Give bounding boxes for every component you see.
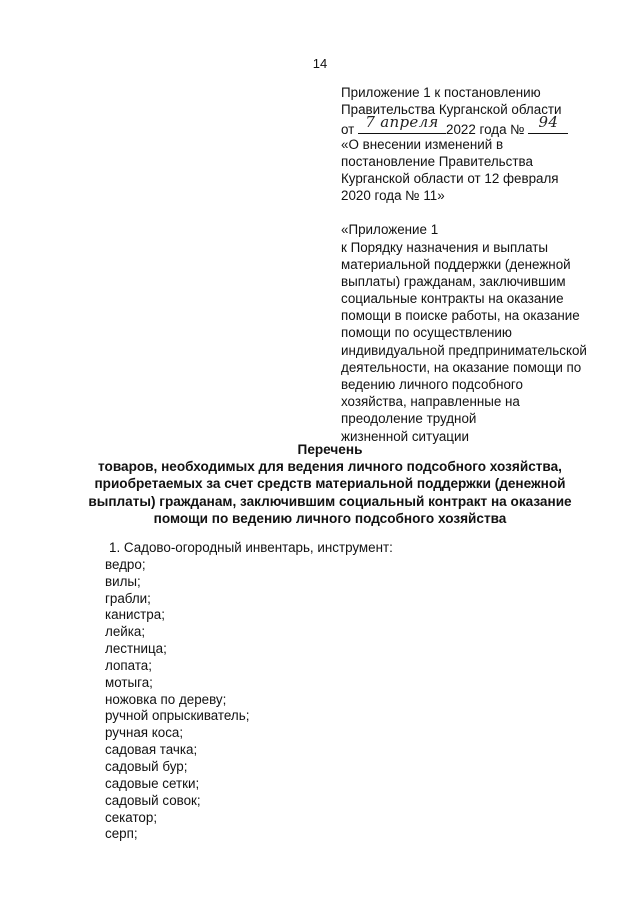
handwritten-date: 7 апреля: [365, 113, 439, 132]
list-title-line: приобретаемых за счет средств материальной поддержки (денежной: [94, 476, 566, 492]
list-item: садовый бур;: [105, 758, 188, 774]
list-item: ручная коса;: [105, 725, 184, 741]
decree-title-line: 2020 года № 11»: [341, 188, 445, 204]
list-item: грабли;: [105, 590, 151, 606]
list-item: вилы;: [105, 573, 141, 589]
from-prefix: от: [341, 122, 355, 138]
annex-line: деятельности, на оказание помощи по: [341, 359, 582, 375]
section-heading: 1. Садово-огородный инвентарь, инструмент:: [109, 540, 393, 555]
appendix-line-1: Приложение 1 к постановлению: [341, 85, 541, 100]
list-item: лопата;: [105, 657, 152, 673]
appendix-line-2: Правительства Курганской области: [341, 102, 562, 118]
annex-line: хозяйства, направленные на: [341, 394, 520, 410]
list-item: лейка;: [105, 624, 146, 640]
annex-line: индивидуальной предпринимательской: [341, 342, 587, 358]
decree-date-line: [341, 113, 611, 138]
list-item: садовые сетки;: [105, 775, 200, 791]
list-item: ножовка по дереву;: [105, 691, 227, 707]
list-item: садовая тачка;: [105, 742, 198, 758]
annex-line: помощи по осуществлению: [341, 325, 512, 341]
list-title: [60, 441, 600, 527]
list-title-line: товаров, необходимых для ведения личного подсобного хозяйства,: [98, 459, 562, 475]
decree-title-line: постановление Правительства: [341, 153, 533, 169]
list-item: ручной опрыскиватель;: [105, 708, 250, 724]
list-item: садовый совок;: [105, 792, 201, 808]
annex-line: социальные контракты на оказание: [341, 291, 564, 307]
handwritten-number: 94: [538, 113, 559, 132]
list-item: мотыга;: [105, 674, 153, 690]
list-item: серп;: [105, 826, 138, 842]
year-text: 2022 года №: [446, 122, 525, 138]
annex-line: ведению личного подсобного: [341, 377, 523, 392]
list-title-line: выплаты) гражданам, заключившим социальный контракт на оказание: [88, 493, 572, 509]
number-field: [528, 113, 568, 134]
appendix-header: [341, 84, 611, 445]
decree-title-line: Курганской области от 12 февраля: [341, 170, 559, 186]
list-item: лестница;: [105, 641, 167, 657]
decree-title-line: «О внесении изменений в: [341, 136, 504, 152]
list-item: ведро;: [105, 556, 146, 572]
annex-line: преодоление трудной: [341, 411, 477, 427]
list-heading: Перечень: [297, 442, 363, 457]
page-number: 14: [312, 56, 328, 71]
date-field: [358, 113, 446, 134]
annex-line: к Порядку назначения и выплаты: [341, 239, 548, 255]
item-list: [105, 540, 605, 843]
list-title-line: помощи по ведению личного подсобного хозяйства: [153, 510, 507, 526]
list-item: канистра;: [105, 607, 165, 623]
list-item: секатор;: [105, 809, 158, 825]
annex-line: помощи в поиске работы, на оказание: [341, 308, 580, 324]
annex-line: выплаты) гражданам, заключившим: [341, 273, 566, 289]
annex-line: «Приложение 1: [341, 222, 439, 238]
annex-line: материальной поддержки (денежной: [341, 256, 571, 272]
annex-line: жизненной ситуации: [341, 428, 469, 444]
